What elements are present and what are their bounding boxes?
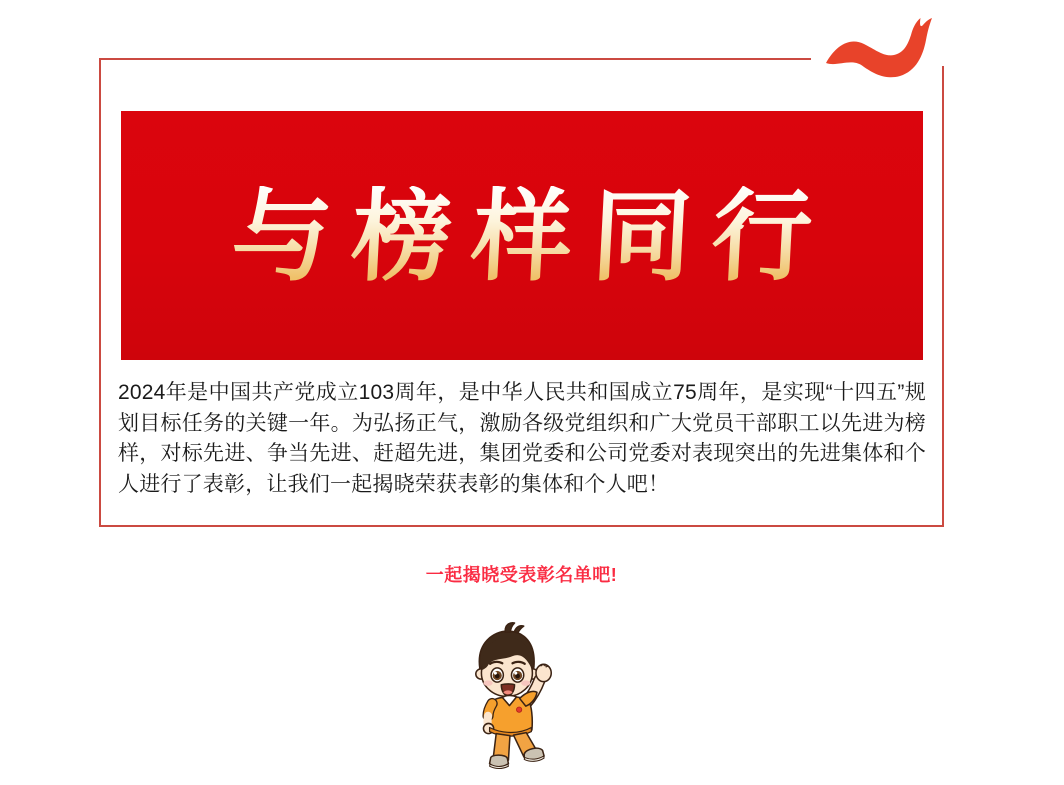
banner-title: 与榜样同行 (209, 186, 834, 286)
content-frame (99, 58, 944, 527)
title-banner (121, 111, 923, 360)
ribbon-icon (824, 16, 944, 82)
waving-boy-illustration (458, 622, 566, 780)
intro-paragraph: 2024年是中国共产党成立103周年，是中华人民共和国成立75周年，是实现“十四五”规划目标任务的关键一年。为弘扬正气，激励各级党组织和广大党员干部职工以先进为榜样，对标先进、争当先进、赶超先进，集团党委和公司党委对表现突出的先进集体和个人进行了表彰，让我们一起揭晓荣获表彰的集体和个人吧！ (118, 381, 926, 496)
callout-text: 一起揭晓受表彰名单吧! (425, 565, 618, 585)
